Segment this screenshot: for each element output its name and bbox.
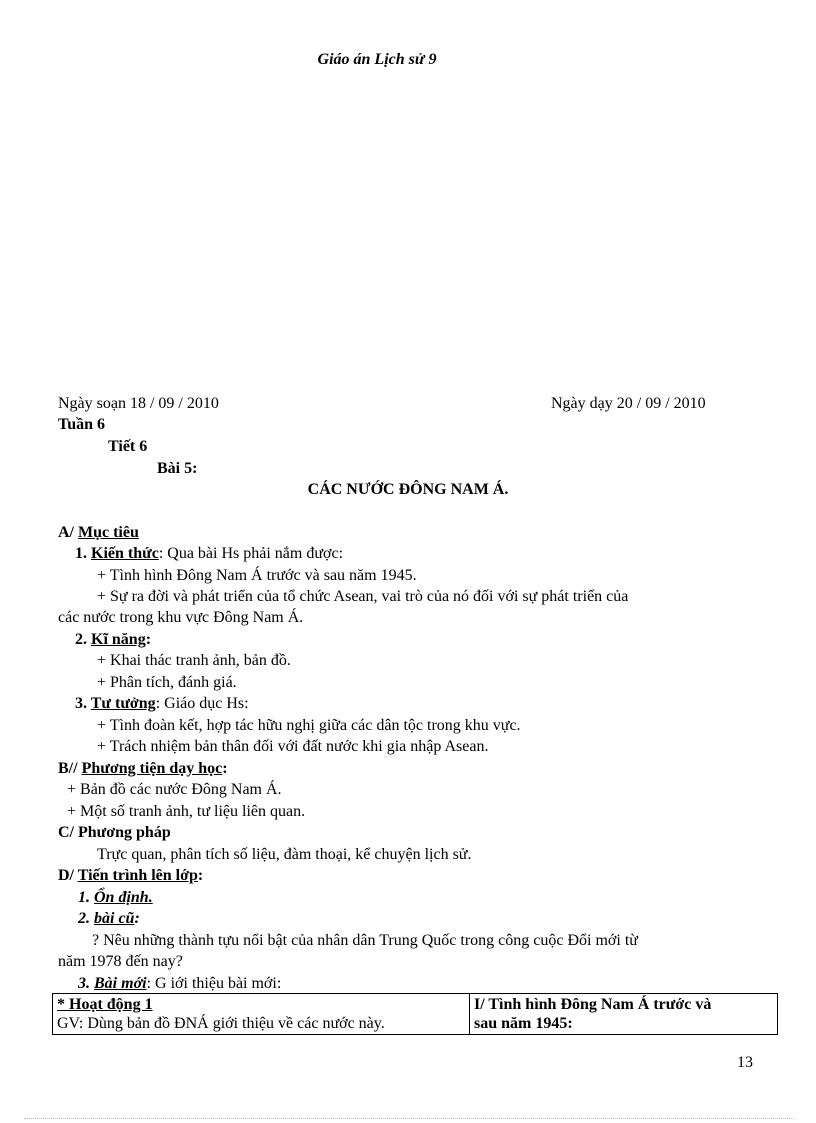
page-header-title: Giáo án Lịch sử 9: [317, 51, 437, 68]
content-heading-cont: sau năm 1945:: [474, 1015, 573, 1032]
page-bottom-divider: [24, 1118, 794, 1119]
attitude-item-1: + Tình đoàn kết, hợp tác hữu nghị giữa các dân tộc trong khu vực.: [97, 717, 521, 734]
attitude-item-2: + Trách nhiệm bản thân đối với đất nước khi gia nhập Asean.: [97, 738, 489, 755]
content-cell: [470, 994, 778, 1035]
lesson-number: Bài 5:: [157, 460, 198, 477]
period-label: Tiết 6: [108, 438, 148, 455]
activity-table: [52, 993, 778, 1035]
page-number: 13: [737, 1054, 753, 1071]
skills-item-2: + Phân tích, đánh giá.: [97, 674, 237, 691]
lesson-title: CÁC NƯỚC ĐÔNG NAM Á.: [307, 481, 509, 498]
skills-heading: 2. Kĩ năng:: [75, 631, 152, 648]
attitude-heading: 3. Tư tưởng: Giáo dục Hs:: [75, 695, 249, 712]
section-b-heading: B// Phương tiện dạy học:: [58, 760, 228, 777]
review-question: ? Nêu những thành tựu nổi bật của nhân dân Trung Quốc trong công cuộc Đổi mới từ: [92, 932, 638, 949]
equipment-item-2: + Một số tranh ảnh, tư liệu liên quan.: [67, 803, 306, 820]
method-text: Trực quan, phân tích số liệu, đàm thoại, kể chuyện lịch sử.: [97, 846, 472, 863]
review-question-cont: năm 1978 đến nay?: [58, 953, 183, 970]
knowledge-item-2-cont: các nước trong khu vực Đông Nam Á.: [58, 609, 304, 626]
skills-item-1: + Khai thác tranh ảnh, bản đồ.: [97, 652, 291, 669]
step-2-old-lesson: 2. bài cũ:: [78, 910, 140, 927]
knowledge-heading: 1. Kiến thức: Qua bài Hs phải nắm được:: [75, 545, 344, 562]
week-label: Tuần 6: [58, 416, 105, 433]
content-heading: I/ Tình hình Đông Nam Á trước và: [474, 996, 712, 1013]
equipment-item-1: + Bản đồ các nước Đông Nam Á.: [67, 781, 282, 798]
teach-date: Ngày dạy 20 / 09 / 2010: [551, 395, 706, 412]
activity-cell: [53, 994, 470, 1035]
prep-date: Ngày soạn 18 / 09 / 2010: [58, 395, 219, 412]
step-1-stabilize: 1. Ổn định.: [78, 889, 153, 906]
knowledge-item-1: + Tình hình Đông Nam Á trước và sau năm 1945.: [97, 567, 417, 584]
step-3-new-lesson: 3. Bài mới: G iới thiệu bài mới:: [78, 975, 282, 992]
knowledge-item-2: + Sự ra đời và phát triển của tổ chức Asean, vai trò của nó đối với sự phát triển của: [97, 588, 629, 605]
section-d-heading: D/ Tiến trình lên lớp:: [58, 867, 204, 884]
activity-heading: * Hoạt động 1: [57, 996, 153, 1013]
section-a-heading: A/ Mục tiêu: [58, 524, 139, 541]
activity-description: GV: Dùng bản đồ ĐNÁ giới thiệu về các nước này.: [57, 1015, 385, 1032]
section-c-heading: C/ Phương pháp: [58, 824, 171, 841]
table-row: [53, 994, 778, 1035]
